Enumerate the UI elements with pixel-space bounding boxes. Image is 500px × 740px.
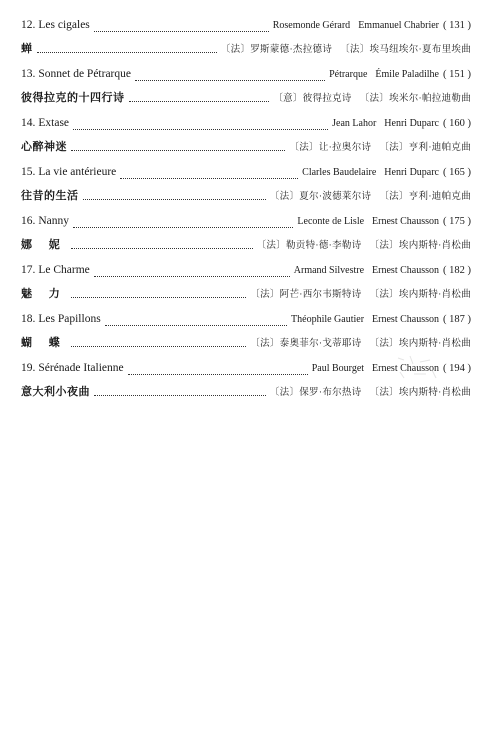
poet-credit-chinese: 〔意〕彼得拉克诗	[273, 94, 352, 104]
entry-title[interactable]: Le Charme	[38, 264, 90, 276]
entry-number: 12.	[21, 19, 36, 31]
poet-credit-chinese: 〔法〕罗斯蒙德·杰拉德诗	[220, 45, 333, 55]
composer-name: Ernest Chausson	[372, 216, 439, 227]
composer-name: Henri Duparc	[384, 167, 439, 178]
dot-leader	[37, 52, 217, 53]
poet-name: Pétrarque	[329, 69, 368, 80]
dot-leader	[94, 31, 269, 32]
entry-credit	[297, 216, 439, 227]
entry-credit	[273, 20, 439, 31]
entry-credit-chinese	[289, 139, 471, 153]
entry-title[interactable]: Sonnet de Pétrarque	[38, 68, 131, 80]
dot-leader	[94, 276, 290, 277]
page-number[interactable]: ( 187 )	[443, 314, 471, 325]
entry-number: 15.	[21, 166, 36, 178]
poet-name: Paul Bourget	[311, 363, 365, 374]
entry-credit-chinese	[270, 188, 471, 202]
page-number[interactable]: ( 182 )	[443, 265, 471, 276]
composer-name: Ernest Chausson	[372, 314, 439, 325]
entry-title-chinese[interactable]: 娜 妮	[21, 239, 67, 251]
toc-entry[interactable]	[21, 215, 471, 264]
entry-number: 14.	[21, 117, 36, 129]
toc-entry-chinese-line	[21, 187, 471, 207]
entry-number: 18.	[21, 313, 36, 325]
entry-title[interactable]: Les cigales	[38, 19, 90, 31]
poet-credit-chinese: 〔法〕阿芒·西尔韦斯特诗	[250, 290, 362, 300]
page-number[interactable]: ( 175 )	[443, 216, 471, 227]
toc-entry-chinese-line	[21, 334, 471, 354]
composer-name: Emmanuel Chabrier	[358, 20, 439, 31]
toc-entry-chinese-line	[21, 236, 471, 256]
composer-credit-chinese: 〔法〕埃米尔·帕拉迪勒曲	[359, 94, 471, 104]
poet-credit-chinese: 〔法〕保罗·布尔热诗	[269, 388, 362, 398]
entry-number: 19.	[21, 362, 36, 374]
entry-title-chinese[interactable]: 往昔的生活	[21, 190, 79, 202]
smudge-marks	[392, 352, 452, 392]
poet-name: Armand Silvestre	[293, 265, 365, 276]
dot-leader	[73, 227, 293, 228]
poet-credit-chinese: 〔法〕让·拉奥尔诗	[289, 143, 372, 153]
entry-title-chinese[interactable]: 意大利小夜曲	[21, 386, 90, 398]
page-number[interactable]: ( 194 )	[443, 363, 471, 374]
toc-entry-french-line	[21, 264, 471, 284]
entry-title-chinese[interactable]: 蝉	[21, 43, 33, 55]
toc-entry-french-line	[21, 166, 471, 186]
dot-leader	[71, 297, 247, 298]
dot-leader	[71, 248, 253, 249]
dot-leader	[128, 374, 308, 375]
entry-title-chinese[interactable]: 心醉神迷	[21, 141, 67, 153]
dot-leader	[120, 178, 298, 179]
composer-credit-chinese: 〔法〕埃内斯特·肖松曲	[369, 339, 471, 349]
toc-entry-french-line	[21, 117, 471, 137]
entry-title-chinese[interactable]: 蝴 蝶	[21, 337, 67, 349]
composer-credit-chinese: 〔法〕亨利·迪帕克曲	[379, 143, 471, 153]
entry-credit	[294, 265, 439, 276]
entry-title-chinese[interactable]: 彼得拉克的十四行诗	[21, 92, 125, 104]
composer-credit-chinese: 〔法〕埃内斯特·肖松曲	[369, 241, 471, 251]
entry-title[interactable]: Nanny	[38, 215, 70, 227]
entry-credit-chinese	[250, 286, 471, 300]
toc-entry[interactable]	[21, 19, 471, 68]
composer-name: Ernest Chausson	[372, 265, 439, 276]
entry-title[interactable]: Sérénade Italienne	[38, 362, 124, 374]
toc-entry[interactable]	[21, 166, 471, 215]
composer-name: Ernest Chausson	[372, 363, 439, 374]
toc-entry-french-line	[21, 313, 471, 333]
entry-credit	[329, 69, 439, 80]
composer-name: Émile Paladilhe	[375, 69, 439, 80]
dot-leader	[71, 150, 285, 151]
dot-leader	[105, 325, 287, 326]
poet-name: Leconte de Lisle	[297, 216, 365, 227]
entry-credit-chinese	[273, 90, 471, 104]
dot-leader	[94, 395, 266, 396]
poet-name: Théophile Gautier	[291, 314, 365, 325]
poet-credit-chinese: 〔法〕夏尔·波德莱尔诗	[269, 192, 372, 202]
entry-title[interactable]: Les Papillons	[38, 313, 101, 325]
dot-leader	[129, 101, 270, 102]
composer-credit-chinese: 〔法〕埃内斯特·肖松曲	[369, 388, 471, 398]
poet-name: Clarles Baudelaire	[302, 167, 377, 178]
toc-entry[interactable]	[21, 68, 471, 117]
composer-credit-chinese: 〔法〕亨利·迪帕克曲	[379, 192, 471, 202]
poet-credit-chinese: 〔法〕泰奥菲尔·戈蒂耶诗	[250, 339, 362, 349]
entry-number: 17.	[21, 264, 36, 276]
poet-name: Jean Lahor	[332, 118, 377, 129]
entry-title[interactable]: Extase	[38, 117, 70, 129]
page-number[interactable]: ( 131 )	[443, 20, 471, 31]
page-number[interactable]: ( 151 )	[443, 69, 471, 80]
entry-credit	[332, 118, 439, 129]
dot-leader	[71, 346, 247, 347]
toc-entry-chinese-line	[21, 40, 471, 60]
entry-number: 16.	[21, 215, 36, 227]
entry-credit-chinese	[257, 237, 471, 251]
entry-title[interactable]: La vie antérieure	[38, 166, 117, 178]
toc-entry[interactable]	[21, 264, 471, 313]
poet-credit-chinese: 〔法〕勒贡特·德·李勒诗	[256, 241, 362, 251]
toc-entry-french-line	[21, 215, 471, 235]
toc-entry-french-line	[21, 68, 471, 88]
dot-leader	[135, 80, 325, 81]
page-number[interactable]: ( 165 )	[443, 167, 471, 178]
composer-name: Henri Duparc	[384, 118, 439, 129]
dot-leader	[73, 129, 328, 130]
toc-entry-chinese-line	[21, 138, 471, 158]
toc-entry-chinese-line	[21, 89, 471, 109]
page-number[interactable]: ( 160 )	[443, 118, 471, 129]
dot-leader	[83, 199, 266, 200]
entry-credit-chinese	[250, 335, 471, 349]
bleed-through-smudge	[392, 352, 452, 392]
toc-entry[interactable]	[21, 117, 471, 166]
composer-credit-chinese: 〔法〕埃马纽埃尔·夏布里埃曲	[340, 45, 471, 55]
entry-credit-chinese	[221, 41, 471, 55]
composer-credit-chinese: 〔法〕埃内斯特·肖松曲	[369, 290, 471, 300]
entry-credit	[291, 314, 439, 325]
entry-title-chinese[interactable]: 魅 力	[21, 288, 67, 300]
toc-entry-chinese-line	[21, 285, 471, 305]
toc-entry-french-line	[21, 19, 471, 39]
entry-credit	[302, 167, 439, 178]
entry-number: 13.	[21, 68, 36, 80]
poet-name: Rosemonde Gérard	[272, 20, 351, 31]
